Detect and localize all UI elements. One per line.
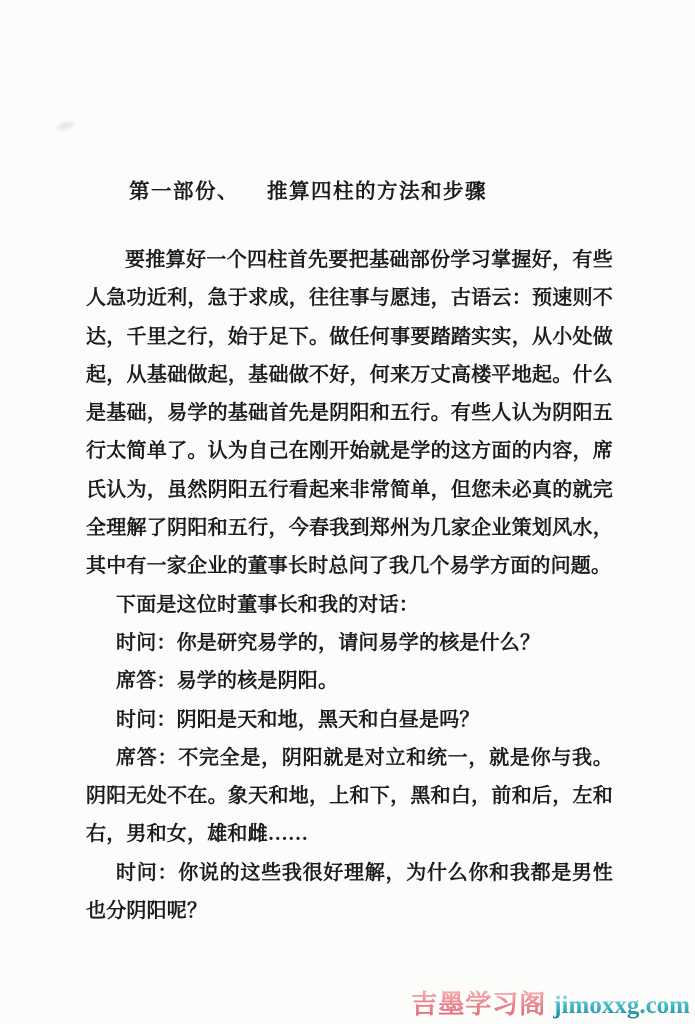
paragraph-intro: 要推算好一个四柱首先要把基础部份学习掌握好，有些人急功近利，急于求成，往往事与愿违，古语云：预速则不达，千里之行，始于足下。做任何事要踏踏实实，从小处做起，从基础做起，基础做不好，何来万丈高楼平地起。什么是基础，易学的基础首先是阴阳和五行。有些人认为阴阳五行太简单了。认为自己在刚开始就是学的这方面的内容，席氏认为，虽然阴阳五行看起来非常简单，但您未必真的就完全理解了阴阳和五行，今春我到郑州为几家企业策划风水，其中有一家企业的董事长时总问了我几个易学方面的问题。: [86, 249, 613, 578]
page-title: [129, 177, 487, 207]
watermark-brand-text: 吉墨学习阁: [411, 984, 546, 1021]
watermark-footer: [411, 984, 690, 1021]
title-subject-label: 推算四柱的方法和步骤: [267, 180, 487, 203]
dialogue-question-2: 时问：阴阳是天和地，黑天和白昼是吗？: [116, 708, 480, 731]
title-section-label: 第一部份、: [129, 180, 239, 203]
paragraph-dialogue-lead: 下面是这位时董事长和我的对话：: [116, 593, 419, 616]
dialogue-answer-2: 席答：不完全是，阴阳就是对立和统一，就是你与我。阴阳无处不在。象天和地，上和下，黑和白，前和后，左和右，男和女，雄和雌……: [86, 746, 613, 846]
dialogue-question-1: 时问：你是研究易学的，请问易学的核是什么？: [116, 631, 541, 654]
dialogue-answer-1: 席答：易学的核是阴阳。: [116, 670, 339, 693]
dialogue-question-3: 时问：你说的这些我很好理解，为什么你和我都是男性也分阴阳呢？: [86, 861, 613, 923]
document-body: [86, 241, 613, 930]
scan-smudge-artifact: [51, 116, 79, 135]
watermark-site-url: jimoxxg.com: [553, 992, 690, 1019]
